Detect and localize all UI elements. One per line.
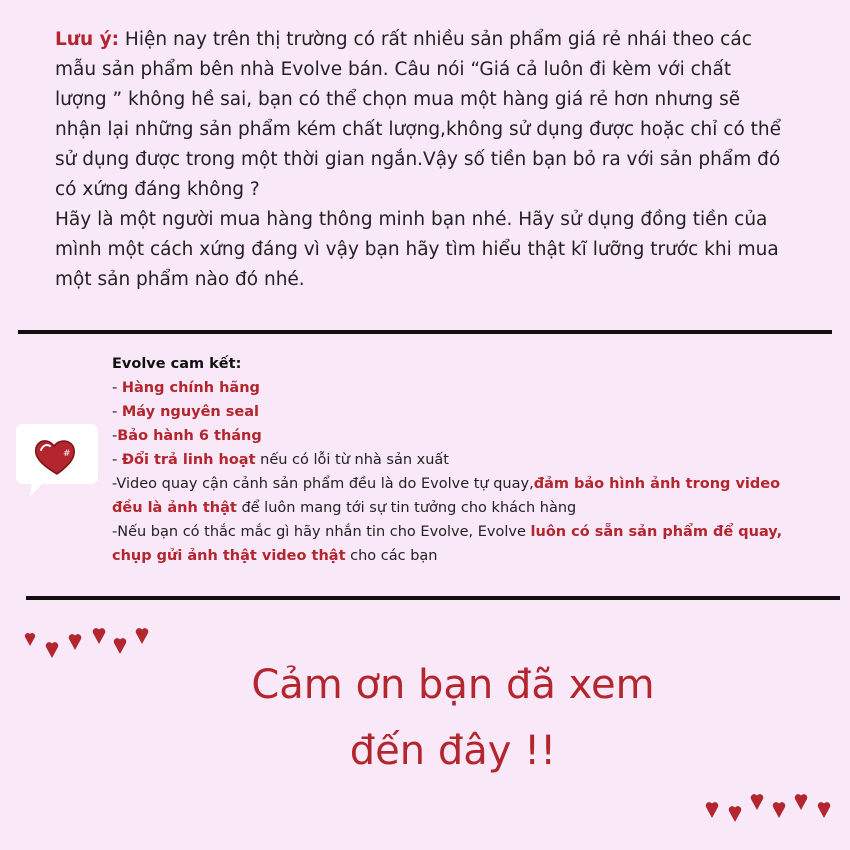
commitment-heading: Evolve cam kết:: [112, 356, 242, 372]
note-line: mình một cách xứng đáng vì vậy bạn hãy tìm hiểu thật kĩ lưỡng trước khi mua: [55, 239, 779, 260]
divider-top: [18, 330, 832, 334]
item-text: nếu có lỗi từ nhà sản xuất: [255, 452, 449, 468]
thank-you-line-2: đến đây !!: [349, 728, 557, 774]
item-text: -Video quay cận cảnh sản phẩm đều là do Evolve tự quay,: [112, 476, 534, 492]
svg-text:#: #: [63, 449, 71, 459]
item-highlight: đảm bảo hình ảnh trong video: [533, 476, 781, 492]
note-paragraph-1: [55, 25, 815, 205]
item-text: cho các bạn: [345, 548, 438, 564]
heart-cluster-icon: [700, 782, 840, 827]
item-highlight: chụp gửi ảnh thật video thật: [112, 548, 346, 564]
note-line: Hãy là một người mua hàng thông minh bạn nhé. Hãy sử dụng đồng tiền của: [55, 209, 768, 230]
note-line: lượng ” không hề sai, bạn có thể chọn mua một hàng giá rẻ hơn nhưng sẽ: [55, 89, 741, 110]
commitment-item: [112, 400, 832, 424]
note-paragraph-2: [55, 205, 815, 295]
item-highlight: Bảo hành 6 tháng: [117, 428, 262, 444]
item-text: -Nếu bạn có thắc mắc gì hãy nhắn tin cho Evolve, Evolve: [112, 524, 531, 540]
thank-you-message: [0, 652, 850, 784]
commitment-item: [112, 376, 832, 400]
item-highlight: Hàng chính hãng: [121, 380, 260, 396]
commitment-item: [112, 472, 832, 496]
commitment-section: [112, 352, 832, 568]
item-text: để luôn mang tới sự tin tưởng cho khách hàng: [236, 500, 577, 516]
item-prefix: -: [112, 404, 122, 420]
note-line: nhận lại những sản phẩm kém chất lượng,không sử dụng được hoặc chỉ có thể: [55, 119, 782, 140]
note-section: [55, 25, 815, 295]
item-highlight: đều là ảnh thật: [112, 500, 237, 516]
item-prefix: -: [112, 452, 122, 468]
commitment-item: [112, 424, 832, 448]
note-line: mẫu sản phẩm bên nhà Evolve bán. Câu nói “Giá cả luôn đi kèm với chất: [55, 59, 732, 80]
heart-speech-bubble-icon: [10, 418, 102, 500]
item-prefix: -: [112, 428, 118, 444]
commitment-item-continued: [112, 544, 832, 568]
commitment-item: [112, 448, 832, 472]
item-highlight: Đổi trả linh hoạt: [121, 452, 256, 468]
note-line: có xứng đáng không ?: [55, 179, 260, 200]
commitment-item: [112, 520, 832, 544]
item-highlight: luôn có sẵn sản phẩm để quay,: [530, 524, 783, 540]
thank-you-line-1: Cảm ơn bạn đã xem: [251, 662, 655, 708]
divider-bottom: [26, 596, 840, 600]
note-label: Lưu ý:: [55, 29, 120, 50]
item-highlight: Máy nguyên seal: [121, 404, 260, 420]
note-line: Hiện nay trên thị trường có rất nhiều sản phẩm giá rẻ nhái theo các: [119, 29, 752, 50]
item-prefix: -: [112, 380, 122, 396]
note-line: một sản phẩm nào đó nhé.: [55, 269, 305, 290]
commitment-item-continued: [112, 496, 832, 520]
note-line: sử dụng được trong một thời gian ngắn.Vậy số tiền bạn bỏ ra với sản phẩm đó: [55, 149, 781, 170]
